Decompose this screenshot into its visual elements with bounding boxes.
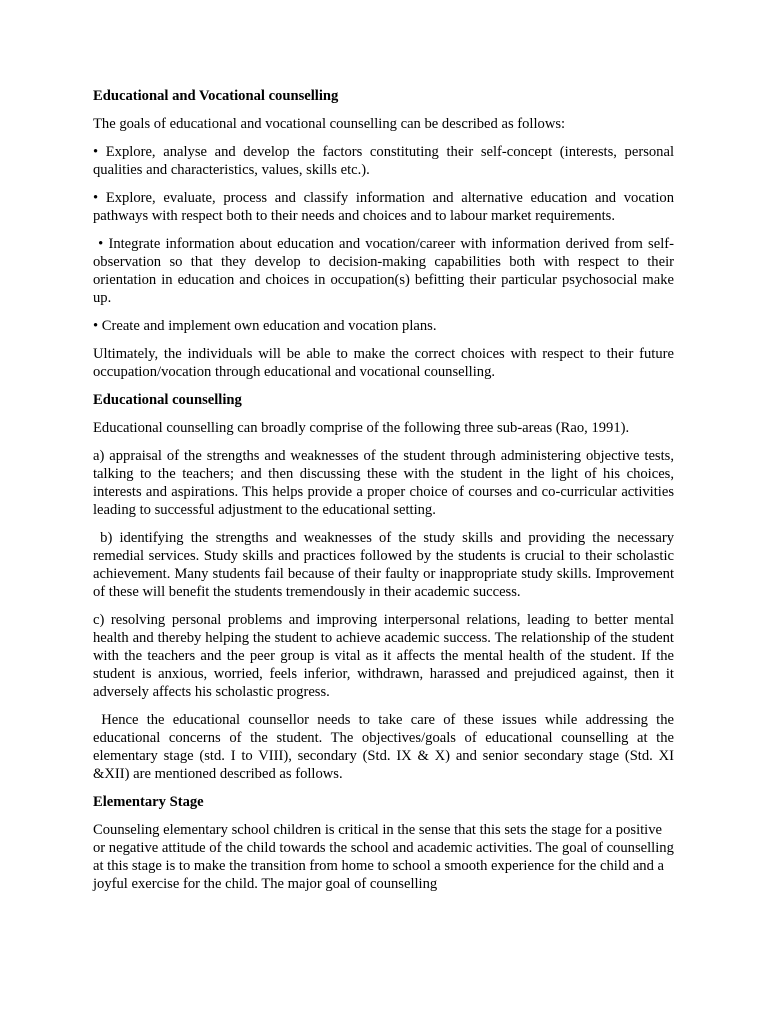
section-heading-educational-vocational: Educational and Vocational counselling — [93, 88, 339, 104]
intro-paragraph: The goals of educational and vocational counselling can be described as follows: — [93, 116, 566, 132]
sub-area-paragraph: a) appraisal of the strengths and weaknesses of the student through administering objective tests, talking to the teachers; and then discussing these with the student in the light of his choices, interests and aspirations. This helps provide a proper choice of courses and co-curricular activities leading to successful adjustment to the educational setting. — [93, 448, 674, 518]
section-heading-elementary-stage: Elementary Stage — [93, 794, 204, 810]
conclusion-paragraph: Ultimately, the individuals will be able to make the correct choices with respect to their future occupation/vocation through educational and vocational counselling. — [93, 346, 674, 380]
educational-counselling-intro: Educational counselling can broadly comprise of the following three sub-areas (Rao, 1991). — [93, 420, 630, 436]
bullet-item: • Create and implement own education and vocation plans. — [93, 318, 437, 334]
section-heading-educational-counselling: Educational counselling — [93, 392, 242, 408]
bullet-item: • Integrate information about education and vocation/career with information derived from self-observation so that they develop to decision-making capabilities both with respect to their orientation in education and choices in occupation(s) befitting their particular psychosocial make up. — [93, 236, 678, 306]
sub-area-paragraph: c) resolving personal problems and improving interpersonal relations, leading to better mental health and thereby helping the student to achieve academic success. The relationship of the student with the teachers and the peer group is vital as it affects the mental health of the student. If the student is anxious, worried, feels inferior, withdrawn, harassed and prejudiced against, then it adversely affects his scholastic progress. — [93, 612, 674, 700]
document-page — [93, 87, 678, 903]
bullet-item: • Explore, analyse and develop the factors constituting their self-concept (interests, personal qualities and characteristics, values, skills etc.). — [93, 144, 674, 178]
bullet-item: • Explore, evaluate, process and classify information and alternative education and vocation pathways with respect both to their needs and choices and to labour market requirements. — [93, 190, 674, 224]
elementary-paragraph: Counseling elementary school children is critical in the sense that this sets the stage for a positive or negative attitude of the child towards the school and academic activities. The goal of counselling at this stage is to make the transition from home to school a smooth experience for the child and a joyful exercise for the child. The major goal of counselling — [93, 822, 674, 892]
hence-paragraph: Hence the educational counsellor needs to take care of these issues while addressing the educational concerns of the student. The objectives/goals of educational counselling at the elementary stage (std. I to VIII), secondary (Std. IX & X) and senior secondary stage (Std. XI &XII) are mentioned described as follows. — [93, 712, 678, 782]
sub-area-paragraph: b) identifying the strengths and weaknesses of the study skills and providing the necessary remedial services. Study skills and practices followed by the students is crucial to their scholastic achievement. Many students fail because of their faulty or inappropriate study skills. Improvement of these will benefit the students tremendously in their academic success. — [93, 530, 678, 600]
